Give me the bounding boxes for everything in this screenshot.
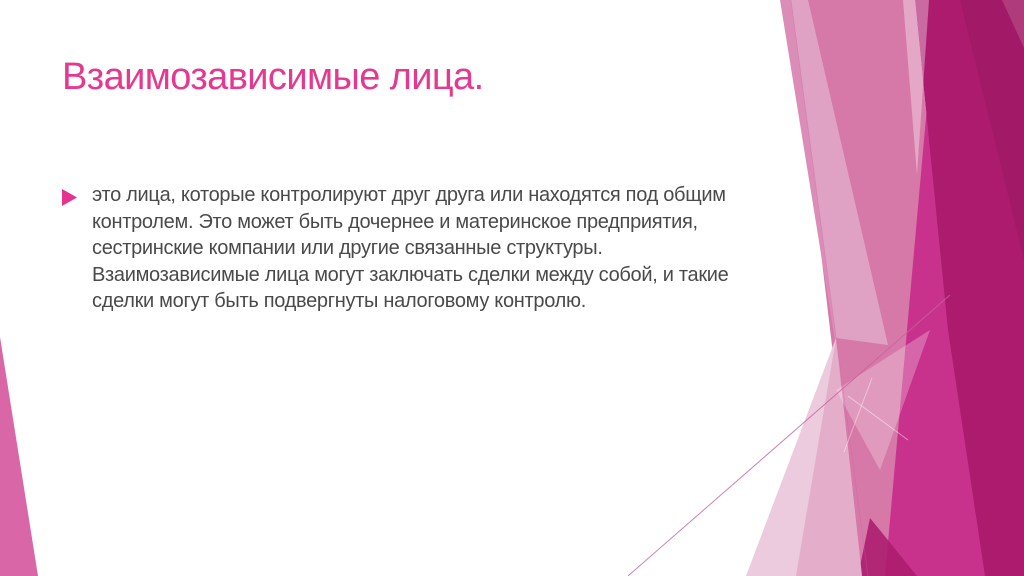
slide-title: Взаимозависимые лица. (62, 56, 484, 98)
left-wedge-shape (0, 337, 38, 576)
bullet-text-line-1: это лица, которые контролируют друг друга или находятся под общим (92, 184, 726, 206)
triangle-right-icon (62, 189, 77, 206)
bullet-text-block (92, 182, 792, 315)
bullet-text-line-3: сестринские компании или другие связанные структуры. (92, 237, 603, 259)
triangle-bullet-glyph (62, 189, 77, 206)
bullet-text-line-5: сделки могут быть подвергнуты налоговому контролю. (92, 290, 586, 312)
bullet-text-line-4: Взаимозависимые лица могут заключать сделки между собой, и такие (92, 263, 729, 286)
bullet-text-line-2: контролем. Это может быть дочернее и материнское предприятия, (92, 210, 698, 233)
